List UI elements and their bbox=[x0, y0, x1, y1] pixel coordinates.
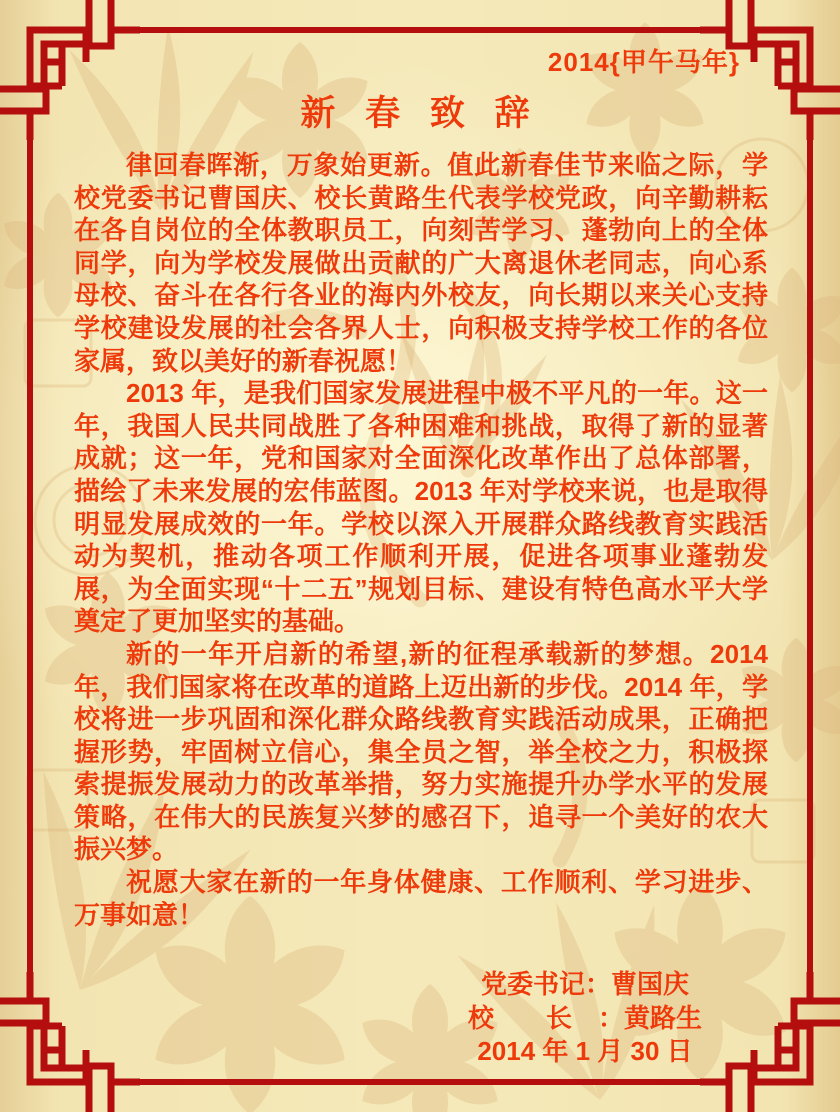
frame-line-left bbox=[27, 130, 33, 982]
paragraph: 律回春晖渐，万象始更新。值此新春佳节来临之际，学校党委书记曹国庆、校长黄路生代表学校党政，向辛勤耕耘在各自岗位的全体教职员工，向刻苦学习、蓬勃向上的全体同学，向为学校发展做出贡献的广大离退休老同志，向心系母校、奋斗在各行各业的海内外校友，向长期以来关心支持学校建设发展的社会各界人士，向积极支持学校工作的各位家属，致以美好的新春祝愿！ bbox=[74, 150, 768, 376]
corner-ornament-bottom-right bbox=[700, 972, 840, 1112]
paragraph: 祝愿大家在新的一年身体健康、工作顺利、学习进步、万事如意！ bbox=[74, 867, 768, 930]
page-title: 新 春 致 辞 bbox=[300, 94, 540, 133]
signature-secretary: 党委书记：曹国庆 bbox=[480, 969, 689, 999]
frame-line-right bbox=[807, 130, 813, 982]
year-label: 2014{甲午马年} bbox=[547, 47, 740, 77]
paragraph: 2013 年，是我们国家发展进程中极不平凡的一年。这一年，我国人民共同战胜了各种困难和挑战，取得了新的显著成就；这一年，党和国家对全面深化改革作出了总体部署，描绘了未来发展的宏伟蓝图。2013 年对学校来说，也是取得明显发展成效的一年。学校以深入开展群众路线教育实践活动为契机，推动各项工作顺利开展，促进各项事业蓬勃发展，为全面实现“十二五”规划目标、建设有特色高水平大学奠定了更加坚实的基础。 bbox=[74, 378, 768, 637]
frame-line-top bbox=[130, 27, 710, 33]
paragraph: 新的一年开启新的希望,新的征程承载新的梦想。2014 年，我们国家将在改革的道路上迈出新的步伐。2014 年，学校将进一步巩固和深化群众路线教育实践活动成果，正确把握形势，牢固树立信心，集全员之智，举全校之力，积极探索提振发展动力的改革举措，努力实施提升办学水平的发展策略，在伟大的民族复兴梦的感召下，追寻一个美好的农大振兴梦。 bbox=[74, 638, 768, 865]
signature-block bbox=[452, 968, 718, 1069]
frame-line-bottom bbox=[130, 1079, 710, 1085]
signature-date: 2014 年 1 月 30 日 bbox=[477, 1036, 693, 1066]
letter-body bbox=[74, 149, 768, 931]
corner-ornament-bottom-left bbox=[0, 972, 140, 1112]
signature-president: 校 长 ：黄路生 bbox=[467, 1002, 702, 1033]
